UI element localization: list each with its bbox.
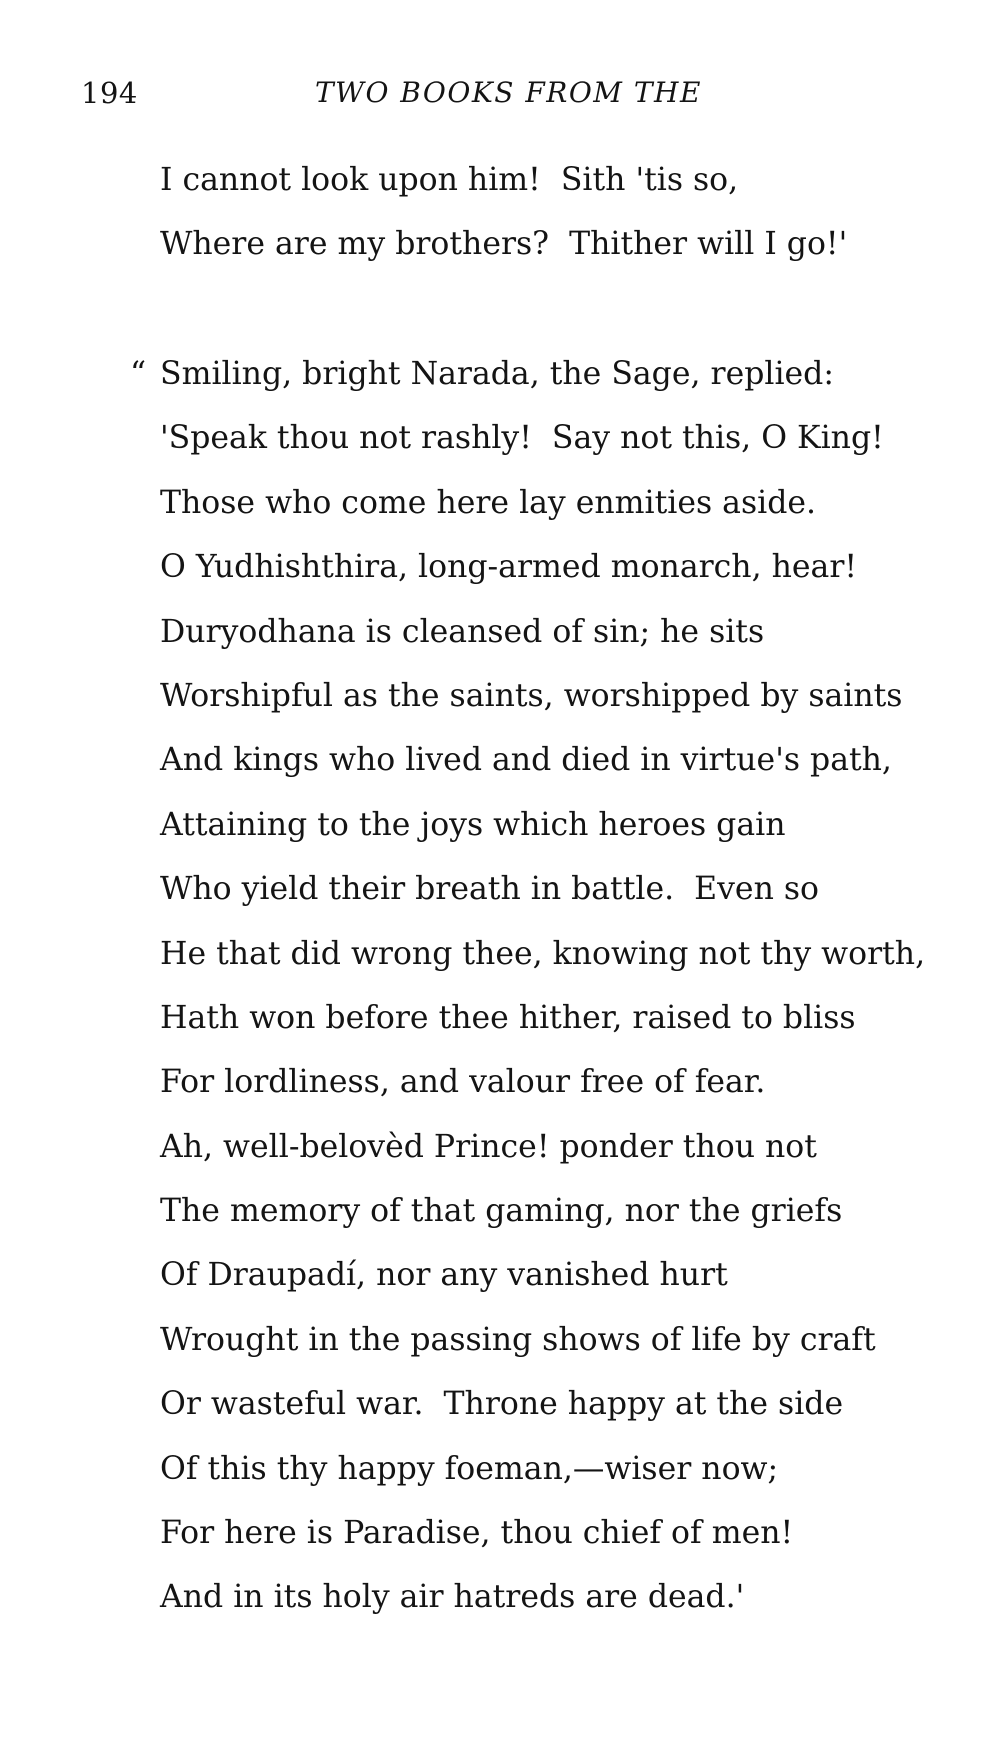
verse-line: 'Speak thou not rashly! Say not this, O King! — [160, 420, 884, 457]
verse-line: O Yudhishthira, long-armed monarch, hear! — [160, 549, 858, 586]
verse-line: I cannot look upon him! Sith 'tis so, — [160, 162, 739, 198]
verse-line: Wrought in the passing shows of life by craft — [160, 1321, 876, 1358]
verse-line: Of Draupadí, nor any vanished hurt — [160, 1257, 728, 1294]
verse-line: Attaining to the joys which heroes gain — [160, 806, 786, 843]
verse-line: The memory of that gaming, nor the griefs — [160, 1193, 843, 1230]
verse-line: Smiling, bright Narada, the Sage, replied: — [160, 356, 834, 392]
verse-line: Ah, well-belovèd Prince! ponder thou not — [160, 1128, 817, 1165]
verse-line: And in its holy air hatreds are dead.' — [160, 1579, 745, 1616]
running-title: TWO BOOKS FROM THE — [315, 76, 702, 109]
verse-line: Those who come here lay enmities aside. — [160, 484, 817, 521]
verse-line: Or wasteful war. Throne happy at the side — [160, 1386, 844, 1423]
running-head — [0, 76, 1000, 124]
verse-line: And kings who lived and died in virtue's path, — [160, 742, 892, 779]
verse-line: For here is Paradise, thou chief of men! — [160, 1515, 794, 1552]
opening-quote-mark: “ — [130, 356, 147, 392]
verse-line: Who yield their breath in battle. Even so — [160, 871, 819, 908]
page-number: 194 — [81, 76, 138, 110]
verse-line: Hath won before thee hither, raised to bliss — [160, 999, 856, 1036]
verse-line: Where are my brothers? Thither will I go!' — [160, 226, 848, 263]
verse-line: Worshipful as the saints, worshipped by saints — [160, 677, 903, 714]
stanza-1 — [160, 148, 847, 277]
verse-line: Duryodhana is cleansed of sin; he sits — [160, 613, 765, 650]
verse-line: For lordliness, and valour free of fear. — [160, 1064, 766, 1101]
verse-line: He that did wrong thee, knowing not thy worth, — [160, 935, 926, 972]
verse-line: Of this thy happy foeman,—wiser now; — [160, 1450, 779, 1487]
stanza-2 — [130, 342, 926, 1630]
